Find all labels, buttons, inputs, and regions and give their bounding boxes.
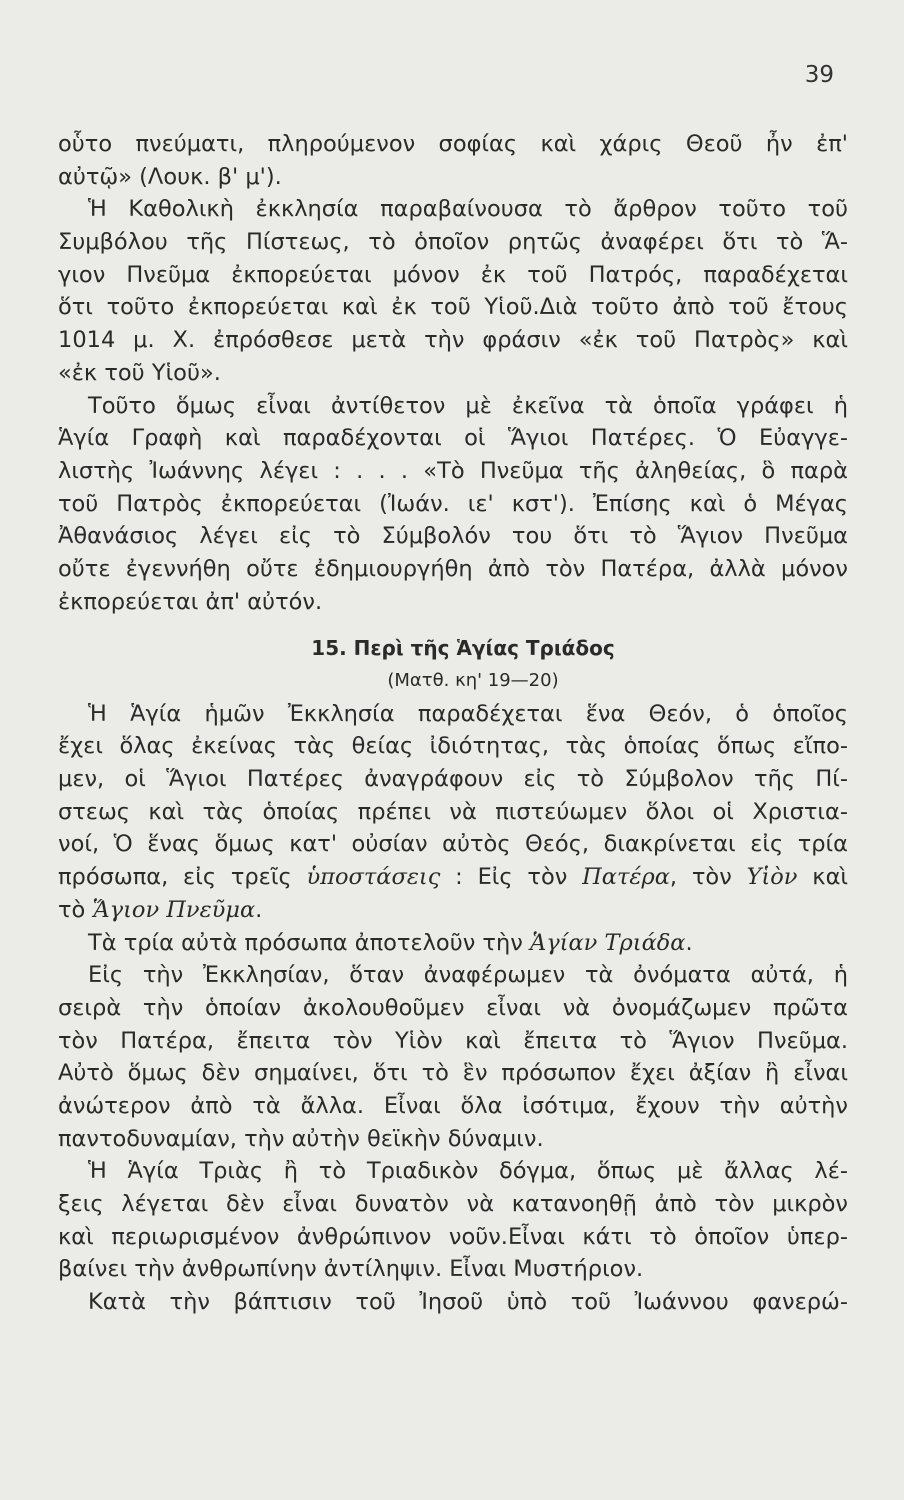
page-number: 39 (804, 62, 834, 88)
text-line: ὅτι τοῦτο ἐκπορεύεται καὶ ἐκ τοῦ Υἱοῦ.Διὰ τοῦτο ἀπὸ τοῦ ἔτους (58, 294, 848, 321)
text-line: οὗτο πνεύματι, πληρούμενον σοφίας καὶ χάρις Θεοῦ ἦν ἐπ' (58, 131, 848, 157)
italic-term: ὑποστάσεις (306, 864, 441, 891)
text-line: Αὐτὸ ὅμως δὲν σημαίνει, ὅτι τὸ ἓν πρόσωπον ἔχει ἀξίαν ἢ εἶναι (58, 1060, 848, 1087)
text-line: Συμβόλου τῆς Πίστεως, τὸ ὁποῖον ρητῶς ἀναφέρει ὅτι τὸ Ἅ- (58, 229, 848, 256)
text-line: αὐτῷ» (Λουκ. β' μ'). (58, 163, 282, 190)
text-line: Ἡ Ἁγία Τριὰς ἢ τὸ Τριαδικὸν δόγμα, ὅπως μὲ ἄλλας λέ- (88, 1158, 848, 1185)
text-line: ξεις λέγεται δὲν εἶναι δυνατὸν νὰ κατανοηθῇ ἀπὸ τὸν μικρὸν (58, 1191, 848, 1217)
text-line: σειρὰ τὴν ὁποίαν ἀκολουθοῦμεν εἶναι νὰ ὀνομάζωμεν πρῶτα (58, 994, 848, 1021)
text-segment: . (255, 896, 263, 923)
text-line: Ἀθανάσιος λέγει εἰς τὸ Σύμβολόν του ὅτι τὸ Ἅγιον Πνεῦμα (58, 523, 848, 550)
text-line: τὸν Πατέρα, ἔπειτα τὸν Υἱὸν καὶ ἔπειτα τὸ Ἅγιον Πνεῦμα. (58, 1027, 848, 1054)
text-line: γιον Πνεῦμα ἐκπορεύεται μόνον ἐκ τοῦ Πατρός, παραδέχεται (58, 261, 848, 288)
text-line: Ἡ Ἁγία ἡμῶν Ἐκκλησία παραδέχεται ἕνα Θεόν, ὁ ὁποῖος (88, 700, 848, 727)
text-line: παντοδυναμίαν, τὴν αὐτὴν θεϊκὴν δύναμιν. (58, 1125, 544, 1152)
text-line: Ἡ Καθολικὴ ἐκκλησία παραβαίνουσα τὸ ἄρθρον τοῦτο τοῦ (88, 196, 848, 223)
text-line (58, 894, 848, 927)
text-segment: τὸ (58, 896, 93, 923)
section-reference: (Ματθ. κη' 19—20) (387, 670, 559, 691)
text-line: 1014 μ. Χ. ἐπρόσθεσε μετὰ τὴν φράσιν «ἐκ τοῦ Πατρὸς» καὶ (58, 327, 848, 354)
text-segment: πρόσωπα, εἰς τρεῖς (58, 864, 307, 891)
text-line: καὶ περιωρισμένον ἀνθρώπινον νοῦν.Εἶναι κάτι τὸ ὁποῖον ὑπερ- (58, 1223, 848, 1250)
text-segment: , τὸν (669, 864, 747, 891)
text-line: Ἁγία Γραφὴ καὶ παραδέχονται οἱ Ἅγιοι Πατέρες. Ὁ Εὐαγγε- (58, 425, 848, 452)
italic-term: Ἅγιον Πνεῦμα (92, 896, 256, 923)
text-line (58, 927, 848, 960)
italic-term: Ἁγίαν Τριάδα (529, 929, 686, 956)
text-segment: : Εἰς τὸν (440, 864, 583, 891)
text-line: τοῦ Πατρὸς ἐκπορεύεται (Ἰωάν. ιε' κστ'). Ἐπίσης καὶ ὁ Μέγας (58, 490, 848, 517)
text-line: οὔτε ἐγεννήθη οὔτε ἐδημιουργήθη ἀπὸ τὸν Πατέρα, ἀλλὰ μόνον (58, 555, 848, 582)
italic-term: Υἱὸν (746, 864, 798, 891)
page-text (58, 128, 848, 1319)
text-line: ἐκπορεύεται ἀπ' αὐτόν. (58, 588, 323, 615)
text-line: Τοῦτο ὅμως εἶναι ἀντίθετον μὲ ἐκεῖνα τὰ ὁποῖα γράφει ἡ (88, 392, 848, 419)
text-line: βαίνει τὴν ἀνθρωπίνην ἀντίληψιν. Εἶναι Μυστήριον. (58, 1256, 644, 1283)
text-line: στεως καὶ τὰς ὁποίας πρέπει νὰ πιστεύωμεν ὅλοι οἱ Χριστια- (58, 798, 848, 825)
text-line: ἀνώτερον ἀπὸ τὰ ἄλλα. Εἶναι ὅλα ἰσότιμα, ἔχουν τὴν αὐτὴν (58, 1092, 848, 1119)
text-line: νοί, Ὁ ἕνας ὅμως κατ' οὐσίαν αὐτὸς Θεός, διακρίνεται εἰς τρία (58, 831, 848, 858)
section-title: 15. Περὶ τῆς Ἁγίας Τριάδος (311, 636, 615, 661)
italic-term: Πατέρα (582, 864, 670, 891)
text-line: λιστὴς Ἰωάννης λέγει : . . . «Τὸ Πνεῦμα τῆς ἀληθείας, ὃ παρὰ (58, 457, 848, 484)
text-line: μεν, οἱ Ἅγιοι Πατέρες ἀναγράφουν εἰς τὸ Σύμβολον τῆς Πί- (58, 766, 848, 793)
text-line: Κατὰ τὴν βάπτισιν τοῦ Ἰησοῦ ὑπὸ τοῦ Ἰωάννου φανερώ- (88, 1289, 848, 1316)
text-line: «ἐκ τοῦ Υἱοῦ». (58, 359, 221, 386)
text-line: Εἰς τὴν Ἐκκλησίαν, ὅταν ἀναφέρωμεν τὰ ὀνόματα αὐτά, ἡ (88, 962, 848, 989)
text-line: ἔχει ὅλας ἐκείνας τὰς θείας ἰδιότητας, τὰς ὁποίας ὅπως εἴπο- (58, 733, 848, 760)
text-segment: καὶ (797, 864, 849, 891)
text-segment: . (685, 929, 693, 956)
text-line (58, 861, 848, 894)
text-segment: Τὰ τρία αὐτὰ πρόσωπα ἀποτελοῦν τὴν (88, 929, 530, 956)
